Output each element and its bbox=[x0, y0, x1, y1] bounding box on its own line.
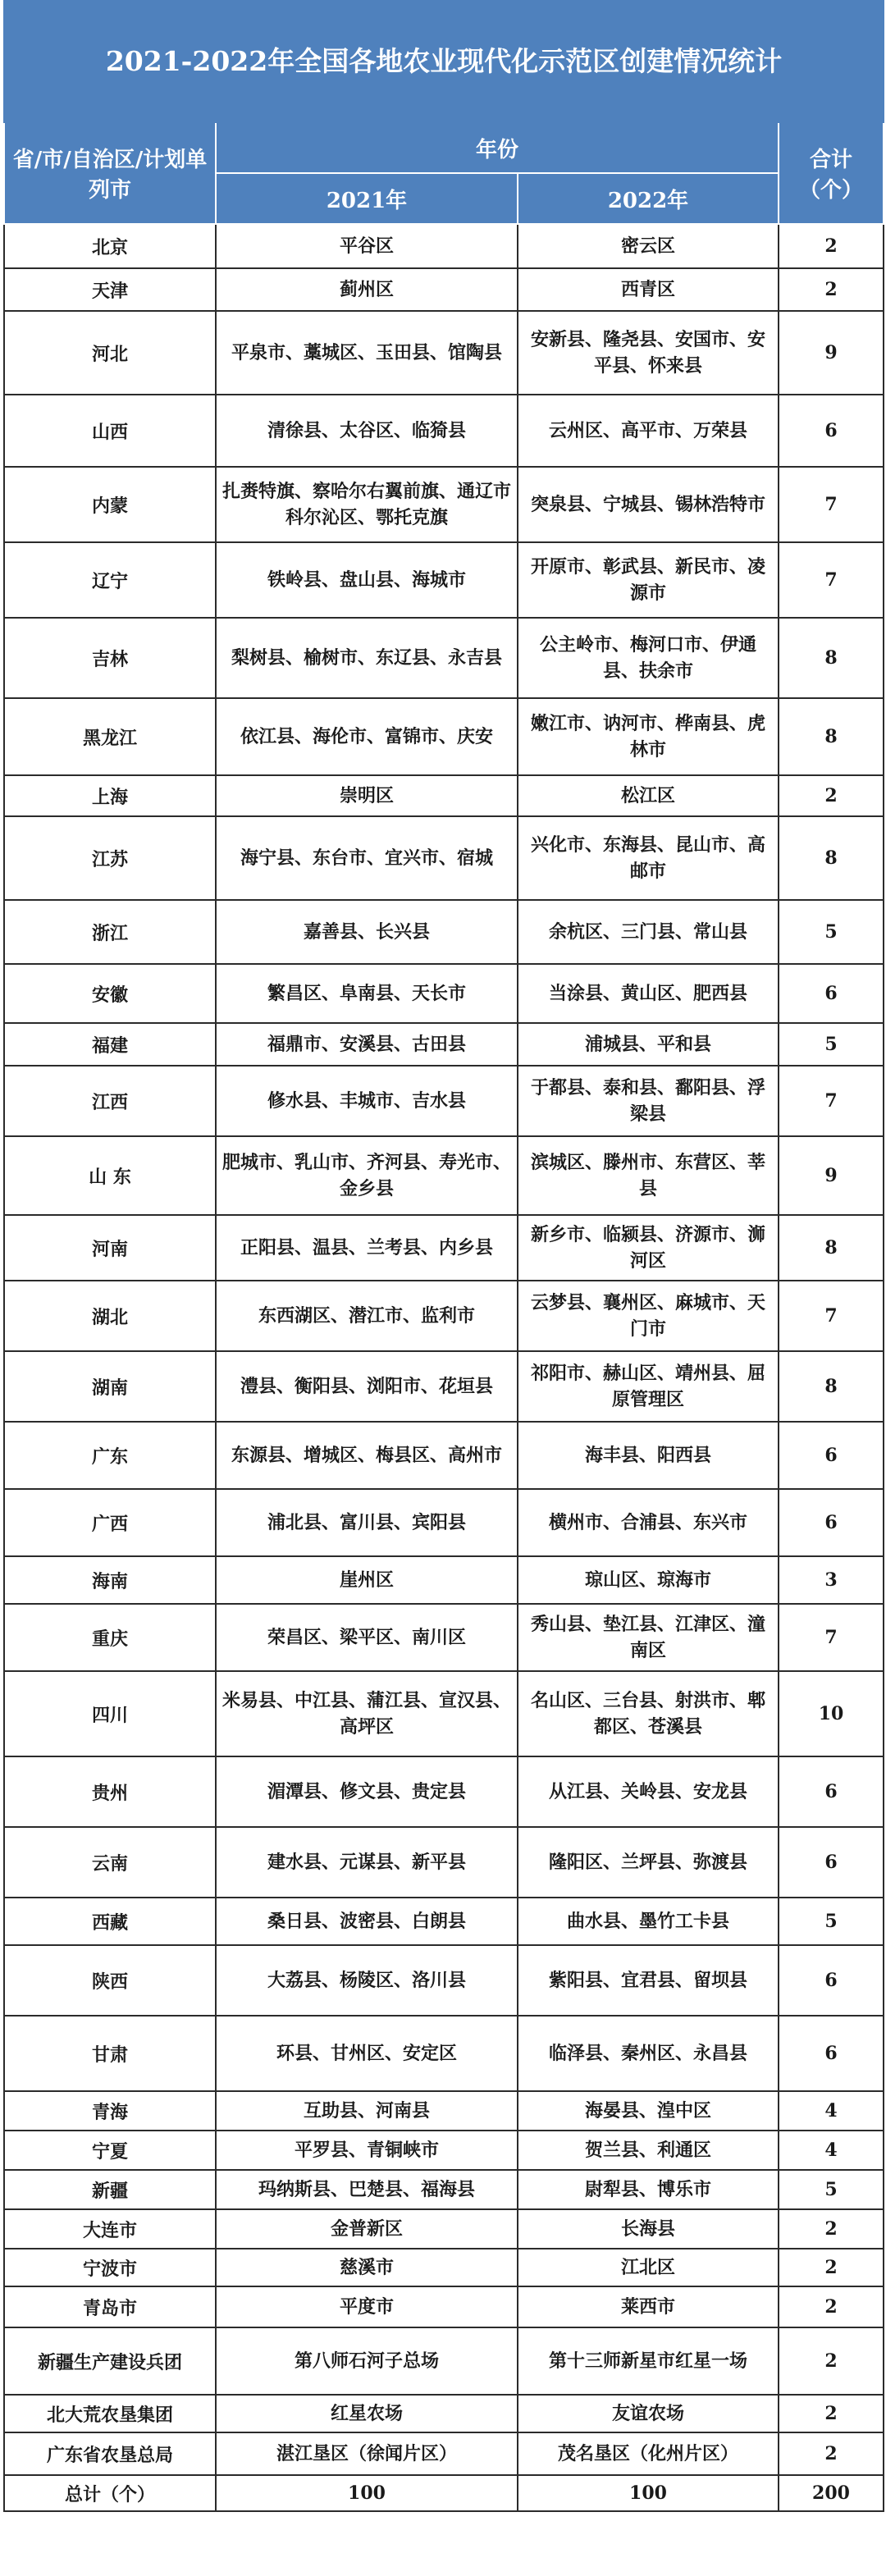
province-cell: 江西 bbox=[4, 1066, 216, 1136]
year-2022-cell: 紫阳县、宜君县、留坝县 bbox=[518, 1945, 779, 2016]
total-cell: 6 bbox=[779, 1827, 884, 1898]
total-cell: 2 bbox=[779, 2395, 884, 2432]
table-title: 2021-2022年全国各地农业现代化示范区创建情况统计 bbox=[4, 1, 884, 122]
year-2022-cell: 滨城区、滕州市、东营区、莘县 bbox=[518, 1136, 779, 1215]
total-cell: 2 bbox=[779, 2209, 884, 2249]
year-2022-cell: 于都县、泰和县、鄱阳县、浮梁县 bbox=[518, 1066, 779, 1136]
total-cell: 2 bbox=[779, 775, 884, 816]
table-row bbox=[4, 395, 884, 467]
year-2022-cell: 贺兰县、利通区 bbox=[518, 2131, 779, 2170]
table-row bbox=[4, 1489, 884, 1556]
year-2022-cell: 嫩江市、讷河市、桦南县、虎林市 bbox=[518, 698, 779, 775]
total-cell: 2 bbox=[779, 2249, 884, 2286]
table-row bbox=[4, 2091, 884, 2131]
province-cell: 西藏 bbox=[4, 1898, 216, 1945]
total-cell: 7 bbox=[779, 467, 884, 542]
province-cell: 浙江 bbox=[4, 900, 216, 964]
year-2022-cell: 海丰县、阳西县 bbox=[518, 1422, 779, 1489]
year-2021-cell: 嘉善县、长兴县 bbox=[216, 900, 518, 964]
year-2021-cell: 清徐县、太谷区、临猗县 bbox=[216, 395, 518, 467]
year-2022-cell: 西青区 bbox=[518, 268, 779, 311]
table-row bbox=[4, 2170, 884, 2209]
table-row bbox=[4, 2016, 884, 2091]
table-row bbox=[4, 1671, 884, 1756]
table-row bbox=[4, 900, 884, 964]
table-row bbox=[4, 1604, 884, 1671]
total-cell: 6 bbox=[779, 964, 884, 1023]
total-cell: 2 bbox=[779, 224, 884, 268]
total-row bbox=[4, 2475, 884, 2511]
table-row bbox=[4, 1281, 884, 1351]
province-cell: 江苏 bbox=[4, 816, 216, 900]
year-2021-cell: 依江县、海伦市、富锦市、庆安 bbox=[216, 698, 518, 775]
year-2021-cell: 平罗县、青铜峡市 bbox=[216, 2131, 518, 2170]
province-cell: 湖南 bbox=[4, 1351, 216, 1422]
total-cell: 6 bbox=[779, 1945, 884, 2016]
year-2021-cell: 繁昌区、阜南县、天长市 bbox=[216, 964, 518, 1023]
province-cell: 天津 bbox=[4, 268, 216, 311]
year-2021-cell: 玛纳斯县、巴楚县、福海县 bbox=[216, 2170, 518, 2209]
year-2021-cell: 环县、甘州区、安定区 bbox=[216, 2016, 518, 2091]
total-cell: 9 bbox=[779, 311, 884, 395]
table-row bbox=[4, 2286, 884, 2327]
province-cell: 青海 bbox=[4, 2091, 216, 2131]
year-2021-cell: 铁岭县、盘山县、海城市 bbox=[216, 542, 518, 618]
year-2022-cell: 当涂县、黄山区、肥西县 bbox=[518, 964, 779, 1023]
header-row-1 bbox=[4, 122, 884, 173]
total-cell: 8 bbox=[779, 1351, 884, 1422]
table-row bbox=[4, 698, 884, 775]
year-2022-header: 2022年 bbox=[518, 173, 779, 224]
province-cell: 湖北 bbox=[4, 1281, 216, 1351]
province-cell: 四川 bbox=[4, 1671, 216, 1756]
year-2021-cell: 平泉市、藁城区、玉田县、馆陶县 bbox=[216, 311, 518, 395]
year-2021-cell: 红星农场 bbox=[216, 2395, 518, 2432]
year-2021-cell: 建水县、元谋县、新平县 bbox=[216, 1827, 518, 1898]
table-row bbox=[4, 964, 884, 1023]
year-2022-cell: 临泽县、秦州区、永昌县 bbox=[518, 2016, 779, 2091]
year-2022-cell: 安新县、隆尧县、安国市、安平县、怀来县 bbox=[518, 311, 779, 395]
year-2022-cell: 隆阳区、兰坪县、弥渡县 bbox=[518, 1827, 779, 1898]
total-cell: 10 bbox=[779, 1671, 884, 1756]
grand-total-sum: 200 bbox=[779, 2475, 884, 2511]
total-cell: 4 bbox=[779, 2091, 884, 2131]
total-cell: 7 bbox=[779, 542, 884, 618]
year-2021-cell: 湛江垦区（徐闻片区） bbox=[216, 2432, 518, 2475]
year-2022-cell: 横州市、合浦县、东兴市 bbox=[518, 1489, 779, 1556]
year-2022-cell: 云梦县、襄州区、麻城市、天门市 bbox=[518, 1281, 779, 1351]
year-2021-cell: 大荔县、杨陵区、洛川县 bbox=[216, 1945, 518, 2016]
year-2022-cell: 开原市、彰武县、新民市、凌源市 bbox=[518, 542, 779, 618]
table-row bbox=[4, 2209, 884, 2249]
total-cell: 3 bbox=[779, 1556, 884, 1604]
total-cell: 2 bbox=[779, 2432, 884, 2475]
total-cell: 8 bbox=[779, 816, 884, 900]
total-cell: 7 bbox=[779, 1066, 884, 1136]
total-cell: 6 bbox=[779, 1756, 884, 1827]
year-2022-cell: 尉犁县、博乐市 bbox=[518, 2170, 779, 2209]
province-cell: 黑龙江 bbox=[4, 698, 216, 775]
year-2021-cell: 互助县、河南县 bbox=[216, 2091, 518, 2131]
grand-total-2022: 100 bbox=[518, 2475, 779, 2511]
province-cell: 青岛市 bbox=[4, 2286, 216, 2327]
year-2022-cell: 突泉县、宁城县、锡林浩特市 bbox=[518, 467, 779, 542]
year-2021-cell: 海宁县、东台市、宜兴市、宿城 bbox=[216, 816, 518, 900]
table-row bbox=[4, 1756, 884, 1827]
year-2021-cell: 浦北县、富川县、宾阳县 bbox=[216, 1489, 518, 1556]
table-row bbox=[4, 2327, 884, 2395]
total-cell: 2 bbox=[779, 2327, 884, 2395]
province-cell: 新疆生产建设兵团 bbox=[4, 2327, 216, 2395]
table-row bbox=[4, 816, 884, 900]
table-row bbox=[4, 1945, 884, 2016]
total-cell: 4 bbox=[779, 2131, 884, 2170]
year-2022-cell: 松江区 bbox=[518, 775, 779, 816]
year-2021-cell: 第八师石河子总场 bbox=[216, 2327, 518, 2395]
table-row bbox=[4, 1351, 884, 1422]
table-row bbox=[4, 467, 884, 542]
table-row bbox=[4, 2249, 884, 2286]
table-row bbox=[4, 542, 884, 618]
table-row bbox=[4, 1827, 884, 1898]
year-2021-cell: 修水县、丰城市、吉水县 bbox=[216, 1066, 518, 1136]
table-body bbox=[4, 224, 884, 2475]
total-cell: 6 bbox=[779, 2016, 884, 2091]
province-header: 省/市/自治区/计划单列市 bbox=[4, 122, 216, 224]
table-row bbox=[4, 618, 884, 698]
year-2021-cell: 金普新区 bbox=[216, 2209, 518, 2249]
year-2021-cell: 扎赉特旗、察哈尔右翼前旗、通辽市科尔沁区、鄂托克旗 bbox=[216, 467, 518, 542]
table-row bbox=[4, 1898, 884, 1945]
province-cell: 北大荒农垦集团 bbox=[4, 2395, 216, 2432]
year-2022-cell: 祁阳市、赫山区、靖州县、屈原管理区 bbox=[518, 1351, 779, 1422]
year-2022-cell: 海晏县、湟中区 bbox=[518, 2091, 779, 2131]
year-2021-cell: 东西湖区、潜江市、监利市 bbox=[216, 1281, 518, 1351]
province-cell: 内蒙 bbox=[4, 467, 216, 542]
year-2022-cell: 名山区、三台县、射洪市、郫都区、苍溪县 bbox=[518, 1671, 779, 1756]
table-row bbox=[4, 1136, 884, 1215]
year-2021-header: 2021年 bbox=[216, 173, 518, 224]
province-cell: 宁夏 bbox=[4, 2131, 216, 2170]
year-2022-cell: 曲水县、墨竹工卡县 bbox=[518, 1898, 779, 1945]
stats-table bbox=[3, 0, 884, 2512]
total-cell: 8 bbox=[779, 618, 884, 698]
year-2021-cell: 慈溪市 bbox=[216, 2249, 518, 2286]
province-cell: 广东省农垦总局 bbox=[4, 2432, 216, 2475]
total-cell: 5 bbox=[779, 900, 884, 964]
year-2021-cell: 蓟州区 bbox=[216, 268, 518, 311]
grand-total-2021: 100 bbox=[216, 2475, 518, 2511]
year-2021-cell: 平度市 bbox=[216, 2286, 518, 2327]
province-cell: 河北 bbox=[4, 311, 216, 395]
total-cell: 7 bbox=[779, 1604, 884, 1671]
year-2021-cell: 荣昌区、梁平区、南川区 bbox=[216, 1604, 518, 1671]
table-row bbox=[4, 1215, 884, 1281]
province-cell: 福建 bbox=[4, 1023, 216, 1066]
table-row bbox=[4, 2395, 884, 2432]
table-row bbox=[4, 2131, 884, 2170]
year-2022-cell: 江北区 bbox=[518, 2249, 779, 2286]
year-2022-cell: 从江县、关岭县、安龙县 bbox=[518, 1756, 779, 1827]
total-cell: 6 bbox=[779, 1489, 884, 1556]
province-cell: 辽宁 bbox=[4, 542, 216, 618]
year-2022-cell: 余杭区、三门县、常山县 bbox=[518, 900, 779, 964]
total-cell: 6 bbox=[779, 395, 884, 467]
table-row bbox=[4, 775, 884, 816]
province-cell: 广东 bbox=[4, 1422, 216, 1489]
year-2021-cell: 肥城市、乳山市、齐河县、寿光市、金乡县 bbox=[216, 1136, 518, 1215]
year-2022-cell: 秀山县、垫江县、江津区、潼南区 bbox=[518, 1604, 779, 1671]
year-2021-cell: 澧县、衡阳县、浏阳市、花垣县 bbox=[216, 1351, 518, 1422]
total-cell: 8 bbox=[779, 698, 884, 775]
year-2022-cell: 新乡市、临颍县、济源市、浉河区 bbox=[518, 1215, 779, 1281]
year-2022-cell: 公主岭市、梅河口市、伊通县、扶余市 bbox=[518, 618, 779, 698]
title-row bbox=[4, 1, 884, 122]
province-cell: 上海 bbox=[4, 775, 216, 816]
total-cell: 2 bbox=[779, 2286, 884, 2327]
province-cell: 云南 bbox=[4, 1827, 216, 1898]
year-2022-cell: 茂名垦区（化州片区） bbox=[518, 2432, 779, 2475]
province-cell: 海南 bbox=[4, 1556, 216, 1604]
total-cell: 5 bbox=[779, 2170, 884, 2209]
total-cell: 8 bbox=[779, 1215, 884, 1281]
year-2022-cell: 长海县 bbox=[518, 2209, 779, 2249]
year-2022-cell: 友谊农场 bbox=[518, 2395, 779, 2432]
year-2021-cell: 崖州区 bbox=[216, 1556, 518, 1604]
province-cell: 吉林 bbox=[4, 618, 216, 698]
year-2022-cell: 密云区 bbox=[518, 224, 779, 268]
table-row bbox=[4, 2432, 884, 2475]
year-2021-cell: 福鼎市、安溪县、古田县 bbox=[216, 1023, 518, 1066]
province-cell: 安徽 bbox=[4, 964, 216, 1023]
year-group-header: 年份 bbox=[216, 122, 779, 173]
province-cell: 山 东 bbox=[4, 1136, 216, 1215]
province-cell: 贵州 bbox=[4, 1756, 216, 1827]
province-cell: 宁波市 bbox=[4, 2249, 216, 2286]
total-cell: 6 bbox=[779, 1422, 884, 1489]
province-cell: 新疆 bbox=[4, 2170, 216, 2209]
year-2022-cell: 浦城县、平和县 bbox=[518, 1023, 779, 1066]
total-cell: 5 bbox=[779, 1898, 884, 1945]
province-cell: 甘肃 bbox=[4, 2016, 216, 2091]
province-cell: 北京 bbox=[4, 224, 216, 268]
year-2022-cell: 兴化市、东海县、昆山市、高邮市 bbox=[518, 816, 779, 900]
table-row bbox=[4, 1066, 884, 1136]
total-cell: 2 bbox=[779, 268, 884, 311]
total-cell: 5 bbox=[779, 1023, 884, 1066]
year-2021-cell: 崇明区 bbox=[216, 775, 518, 816]
table-row bbox=[4, 268, 884, 311]
year-2022-cell: 云州区、高平市、万荣县 bbox=[518, 395, 779, 467]
year-2021-cell: 正阳县、温县、兰考县、内乡县 bbox=[216, 1215, 518, 1281]
year-2021-cell: 米易县、中江县、蒲江县、宣汉县、高坪区 bbox=[216, 1671, 518, 1756]
province-cell: 山西 bbox=[4, 395, 216, 467]
total-cell: 7 bbox=[779, 1281, 884, 1351]
province-cell: 广西 bbox=[4, 1489, 216, 1556]
province-cell: 陕西 bbox=[4, 1945, 216, 2016]
table-row bbox=[4, 224, 884, 268]
table-row bbox=[4, 1422, 884, 1489]
year-2021-cell: 桑日县、波密县、白朗县 bbox=[216, 1898, 518, 1945]
year-2021-cell: 梨树县、榆树市、东辽县、永吉县 bbox=[216, 618, 518, 698]
table-row bbox=[4, 1023, 884, 1066]
year-2021-cell: 东源县、增城区、梅县区、高州市 bbox=[216, 1422, 518, 1489]
grand-total-label: 总计（个） bbox=[4, 2475, 216, 2511]
province-cell: 河南 bbox=[4, 1215, 216, 1281]
total-header: 合计（个） bbox=[779, 122, 884, 224]
table-row bbox=[4, 311, 884, 395]
year-2022-cell: 琼山区、琼海市 bbox=[518, 1556, 779, 1604]
total-cell: 9 bbox=[779, 1136, 884, 1215]
year-2021-cell: 湄潭县、修文县、贵定县 bbox=[216, 1756, 518, 1827]
year-2021-cell: 平谷区 bbox=[216, 224, 518, 268]
table-row bbox=[4, 1556, 884, 1604]
year-2022-cell: 第十三师新星市红星一场 bbox=[518, 2327, 779, 2395]
year-2022-cell: 莱西市 bbox=[518, 2286, 779, 2327]
province-cell: 重庆 bbox=[4, 1604, 216, 1671]
province-cell: 大连市 bbox=[4, 2209, 216, 2249]
